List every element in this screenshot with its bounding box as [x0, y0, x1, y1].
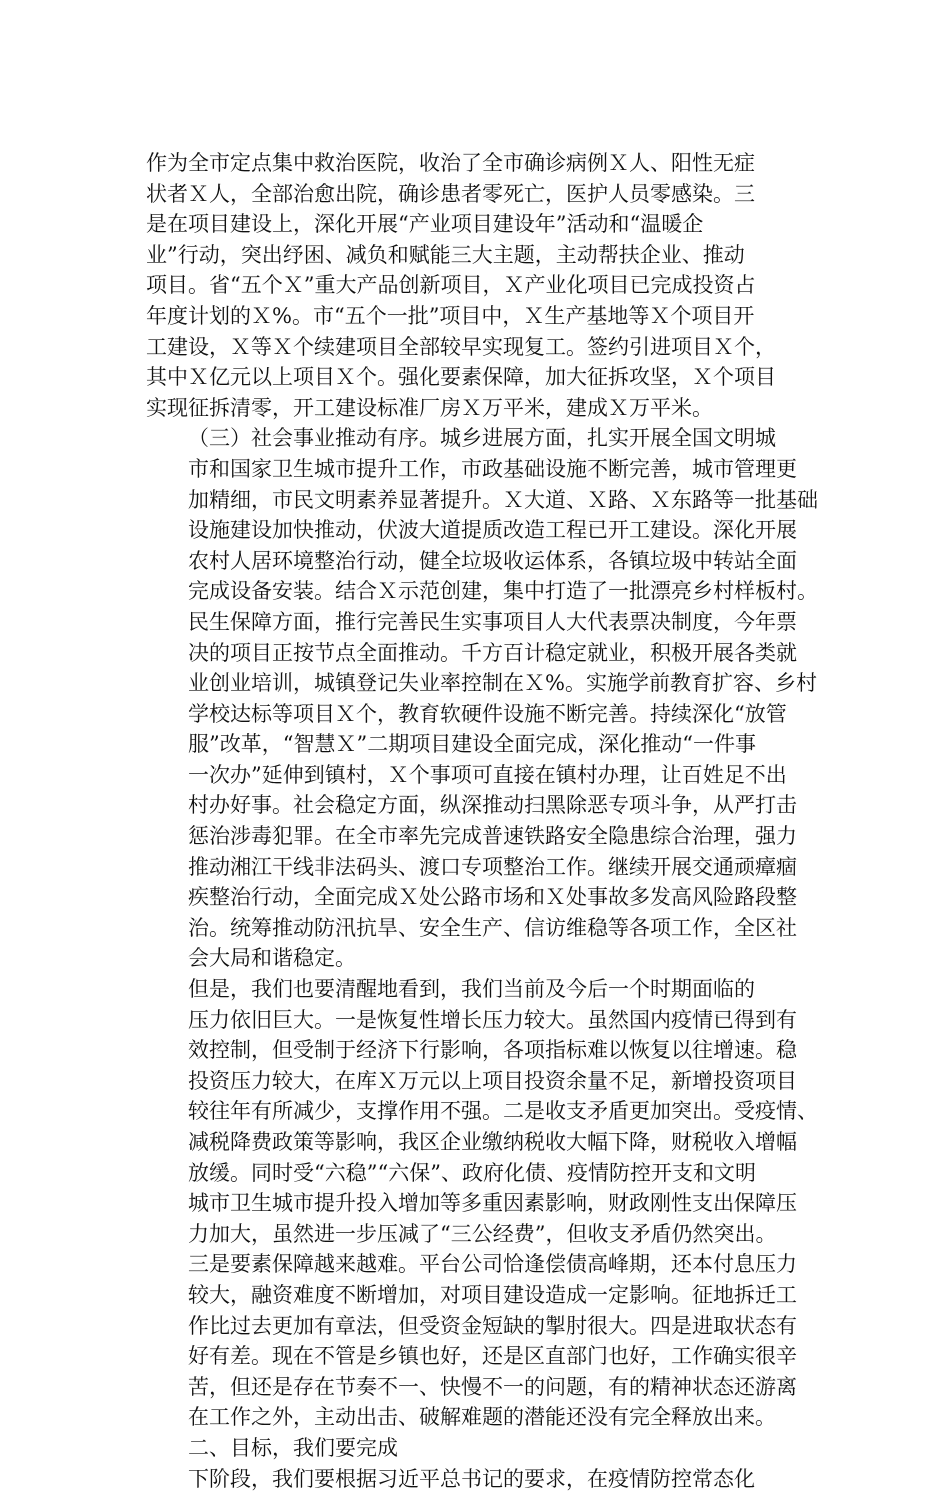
- text-line: （三）社会事业推动有序。城乡进展方面，扎实开展全国文明城: [188, 426, 776, 451]
- text-line: 但是，我们也要清醒地看到，我们当前及今后一个时期面临的: [188, 977, 755, 1002]
- document-page: [146, 148, 826, 1494]
- text-line: 市和国家卫生城市提升工作，市政基础设施不断完善，城市管理更: [188, 456, 797, 481]
- text-line: 惩治涉毒犯罪。在全市率先完成普速铁路安全隐患综合治理，强力: [188, 824, 797, 849]
- text-line: 二、目标，我们要完成: [188, 1435, 398, 1460]
- paragraph: [146, 974, 826, 1433]
- text-line: 是在项目建设上，深化开展“产业项目建设年”活动和“温暖企: [146, 212, 704, 237]
- text-line: 较往年有所减少，支撑作用不强。二是收支矛盾更加突出。受疫情、: [188, 1099, 818, 1124]
- text-line: 加精细，市民文明素养显著提升。Ｘ大道、Ｘ路、Ｘ东路等一批基础: [188, 487, 818, 512]
- text-line: 推动湘江干线非法码头、渡口专项整治工作。继续开展交通顽瘴痼: [188, 854, 797, 879]
- text-line: 项目。省“五个Ｘ”重大产品创新项目，Ｘ产业化项目已完成投资占: [146, 273, 756, 298]
- text-line: 好有差。现在不管是乡镇也好，还是区直部门也好，工作确实很辛: [188, 1344, 797, 1369]
- text-line: 效控制，但受制于经济下行影响，各项指标难以恢复以往增速。稳: [188, 1038, 797, 1063]
- text-line: 放缓。同时受“六稳”“六保”、政府化债、疫情防控开支和文明: [188, 1160, 756, 1185]
- text-line: 状者Ｘ人，全部治愈出院，确诊患者零死亡，医护人员零感染。三: [146, 181, 755, 206]
- paragraph: [146, 423, 826, 974]
- text-line: 疾整治行动，全面完成Ｘ处公路市场和Ｘ处事故多发高风险路段整: [188, 885, 797, 910]
- text-line: 在工作之外，主动出击、破解难题的潜能还没有完全释放出来。: [188, 1405, 776, 1430]
- text-line: 作比过去更加有章法，但受资金短缺的掣肘很大。四是进取状态有: [188, 1313, 797, 1338]
- text-line: 苦，但还是存在节奏不一、快慢不一的问题，有的精神状态还游离: [188, 1374, 797, 1399]
- text-line: 农村人居环境整治行动，健全垃圾收运体系，各镇垃圾中转站全面: [188, 548, 797, 573]
- text-line: 业”行动，突出纾困、减负和赋能三大主题，主动帮扶企业、推动: [146, 242, 745, 267]
- text-line: 较大，融资难度不断增加，对项目建设造成一定影响。征地拆迁工: [188, 1282, 797, 1307]
- text-line: 会大局和谐稳定。: [188, 946, 356, 971]
- text-line: 减税降费政策等影响，我区企业缴纳税收大幅下降，财税收入增幅: [188, 1130, 797, 1154]
- text-line: 工建设，Ｘ等Ｘ个续建项目全部较早实现复工。签约引进项目Ｘ个，: [146, 334, 776, 359]
- text-line: 设施建设加快推动，伏波大道提质改造工程已开工建设。深化开展: [188, 518, 797, 543]
- text-line: 力加大，虽然进一步压减了“三公经费”，但收支矛盾仍然突出。: [188, 1221, 777, 1246]
- text-line: 学校达标等项目Ｘ个，教育软硬件设施不断完善。持续深化“放管: [188, 701, 787, 726]
- text-line: 年度计划的Ｘ%。市“五个一批”项目中，Ｘ生产基地等Ｘ个项目开: [146, 303, 755, 328]
- text-line: 下阶段，我们要根据习近平总书记的要求，在疫情防控常态化: [188, 1466, 755, 1491]
- paragraph: [146, 148, 826, 423]
- text-line: 决的项目正按节点全面推动。千方百计稳定就业，积极开展各类就: [188, 640, 797, 665]
- text-line: 完成设备安装。结合Ｘ示范创建，集中打造了一批漂亮乡村样板村。: [188, 579, 818, 604]
- text-line: 一次办”延伸到镇村，Ｘ个事项可直接在镇村办理，让百姓足不出: [188, 762, 787, 787]
- text-line: 业创业培训，城镇登记失业率控制在Ｘ%。实施学前教育扩容、乡村: [188, 671, 817, 696]
- paragraph: [146, 1464, 826, 1494]
- text-line: 城市卫生城市提升投入增加等多重因素影响，财政刚性支出保障压: [188, 1191, 797, 1216]
- text-line: 治。统筹推动防汛抗旱、安全生产、信访维稳等各项工作，全区社: [188, 915, 797, 940]
- text-line: 实现征拆清零，开工建设标准厂房Ｘ万平米，建成Ｘ万平米。: [146, 395, 713, 420]
- text-line: 村办好事。社会稳定方面，纵深推动扫黑除恶专项斗争，从严打击: [188, 793, 797, 818]
- text-line: 压力依旧巨大。一是恢复性增长压力较大。虽然国内疫情已得到有: [188, 1007, 797, 1032]
- text-line: 作为全市定点集中救治医院，收治了全市确诊病例Ｘ人、阳性无症: [146, 151, 755, 175]
- text-line: 民生保障方面，推行完善民生实事项目人大代表票决制度，今年票: [188, 609, 797, 634]
- paragraph: [146, 1433, 826, 1464]
- text-line: 服”改革，“智慧Ｘ”二期项目建设全面完成，深化推动“一件事: [188, 732, 756, 757]
- text-line: 三是要素保障越来越难。平台公司恰逢偿债高峰期，还本付息压力: [188, 1252, 797, 1277]
- text-line: 其中Ｘ亿元以上项目Ｘ个。强化要素保障，加大征拆攻坚，Ｘ个项目: [146, 365, 776, 390]
- text-line: 投资压力较大，在库Ｘ万元以上项目投资余量不足，新增投资项目: [188, 1068, 797, 1093]
